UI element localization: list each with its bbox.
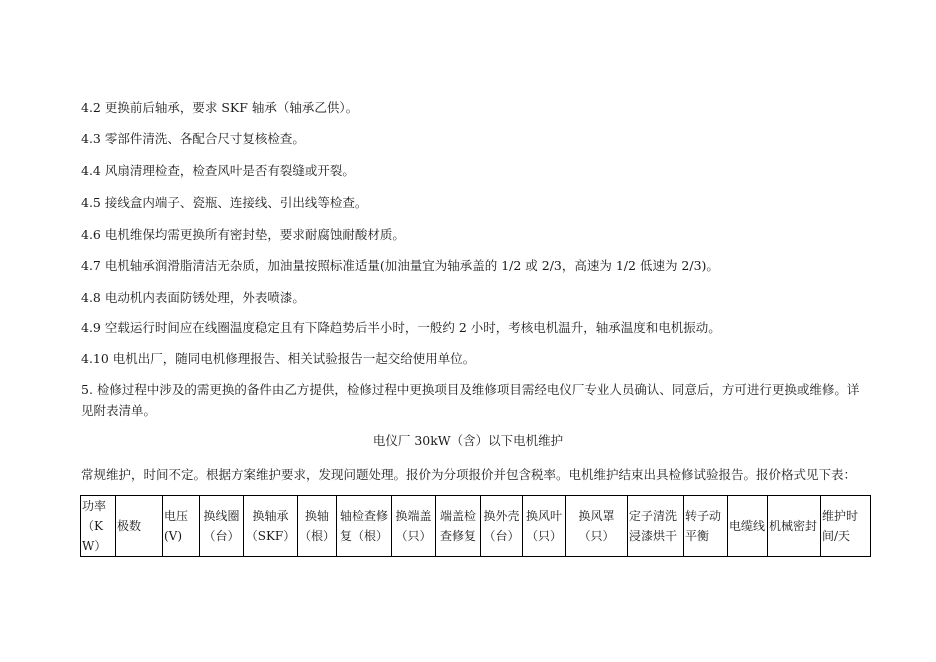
header-voltage: 电压(V) <box>163 496 200 557</box>
header-mechanical-seal: 机械密封 <box>768 496 821 557</box>
item-4-2: 4.2 更换前后轴承，要求 SKF 轴承（轴承乙供）。 <box>81 100 359 115</box>
routine-note: 常规维护，时间不定。根据方案维护要求，发现问题处理。报价为分项报价并包含税率。电机维护结束出具检修试验报告。报价格式见下表： <box>81 467 857 482</box>
header-endcap-repair: 端盖检查修复 <box>436 496 481 557</box>
header-replace-fan-blade: 换风叶（只） <box>523 496 566 557</box>
table-header-row <box>81 496 871 557</box>
item-4-8: 4.8 电动机内表面防锈处理，外表喷漆。 <box>81 290 305 305</box>
header-replace-endcap: 换端盖（只） <box>392 496 436 557</box>
header-replace-bearing: 换轴承（SKF） <box>244 496 298 557</box>
header-stator-clean: 定子清洗浸漆烘干 <box>628 496 684 557</box>
header-power: 功率（KW） <box>81 496 116 557</box>
header-poles: 极数 <box>116 496 163 557</box>
header-rotor-balance: 转子动平衡 <box>684 496 728 557</box>
header-replace-shaft: 换轴（根） <box>298 496 337 557</box>
item-4-4: 4.4 风扇清理检查，检查风叶是否有裂缝或开裂。 <box>81 163 355 178</box>
item-4-3: 4.3 零部件清洗、各配合尺寸复核检查。 <box>81 131 305 146</box>
section-title: 电仪厂 30kW（含）以下电机维护 <box>372 433 564 448</box>
header-cable: 电缆线 <box>728 496 768 557</box>
header-maintenance-days: 维护时间/天 <box>821 496 871 557</box>
header-shaft-repair: 轴检查修复（根） <box>337 496 392 557</box>
price-table <box>80 495 871 557</box>
item-4-9: 4.9 空载运行时间应在线圈温度稳定且有下降趋势后半小时，一般约 2 小时，考核电机温升，轴承温度和电机振动。 <box>81 320 721 335</box>
item-4-6: 4.6 电机维保均需更换所有密封垫，要求耐腐蚀耐酸材质。 <box>81 227 405 242</box>
item-4-5: 4.5 接线盒内端子、瓷瓶、连接线、引出线等检查。 <box>81 195 368 210</box>
header-replace-coil: 换线圈（台） <box>200 496 244 557</box>
item-5: 5. 检修过程中涉及的需更换的备件由乙方提供，检修过程中更换项目及维修项目需经电仪厂专业人员确认、同意后，方可进行更换或维修。详见附表清单。 <box>81 382 860 418</box>
header-replace-fan-cover: 换风罩（只） <box>566 496 628 557</box>
item-4-10: 4.10 电机出厂，随同电机修理报告、相关试验报告一起交给使用单位。 <box>81 351 476 366</box>
header-replace-housing: 换外壳（台） <box>481 496 523 557</box>
item-4-7: 4.7 电机轴承润滑脂清洁无杂质，加油量按照标准适量(加油量宜为轴承盖的 1/2 或 2/3，高速为 1/2 低速为 2/3)。 <box>81 258 719 273</box>
